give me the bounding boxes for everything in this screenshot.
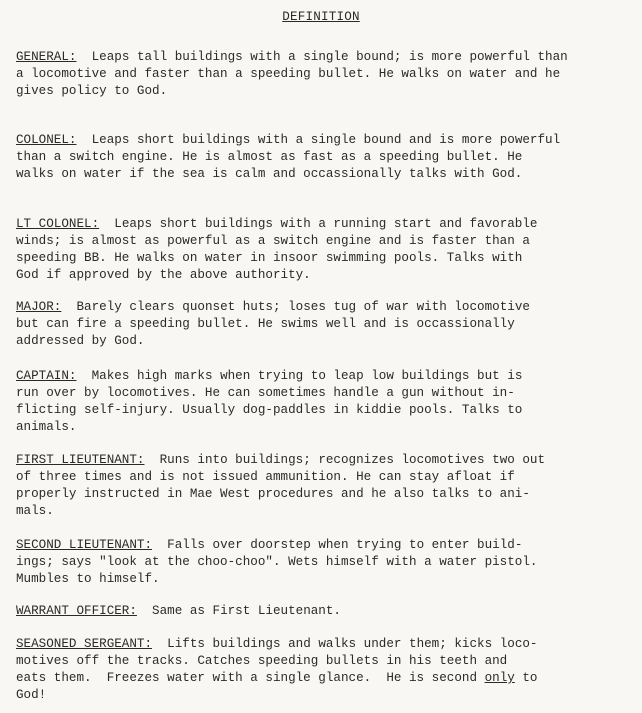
- definition-line: mals.: [16, 504, 54, 518]
- definition-general: [16, 49, 634, 100]
- definition-major: [16, 299, 634, 350]
- definition-term: COLONEL:: [16, 133, 77, 147]
- definition-line: a locomotive and faster than a speeding bullet. He walks on water and he: [16, 67, 561, 81]
- definition-lt-colonel: [16, 216, 634, 284]
- definition-term: GENERAL:: [16, 50, 77, 64]
- definition-colonel: [16, 132, 634, 183]
- definition-line: Mumbles to himself.: [16, 572, 160, 586]
- definition-line: God!: [16, 688, 47, 702]
- definition-text: Barely clears quonset huts; loses tug of war with locomotive: [76, 300, 530, 314]
- definition-text: Leaps short buildings with a single bound and is more powerful: [91, 133, 561, 147]
- definition-text: Runs into buildings; recognizes locomotives two out: [159, 453, 546, 467]
- definition-line: animals.: [16, 420, 77, 434]
- definition-term: SECOND LIEUTENANT:: [16, 538, 153, 552]
- definition-captain: [16, 368, 634, 436]
- definition-line: than a switch engine. He is almost as fast as a speeding bullet. He: [16, 150, 523, 164]
- definition-line: properly instructed in Mae West procedures and he also talks to ani-: [16, 487, 530, 501]
- definition-text: Lifts buildings and walks under them; kicks loco-: [167, 637, 538, 651]
- definition-term: CAPTAIN:: [16, 369, 77, 383]
- definition-first-lieutenant: [16, 452, 634, 520]
- definition-line: [16, 49, 634, 66]
- definition-text: eats them. Freezes water with a single glance. He is second: [16, 671, 485, 685]
- definition-text: to: [514, 671, 538, 685]
- definition-term: WARRANT OFFICER:: [16, 604, 137, 618]
- definition-line: walks on water if the sea is calm and occassionally talks with God.: [16, 167, 523, 181]
- definition-line: [16, 368, 634, 385]
- definition-line: of three times and is not issued ammunition. He can stay afloat if: [16, 470, 515, 484]
- definition-text: Leaps short buildings with a running start and favorable: [114, 217, 538, 231]
- definition-line: God if approved by the above authority.: [16, 268, 311, 282]
- definition-line: [16, 636, 634, 653]
- definition-line: [16, 537, 634, 554]
- definition-line: addressed by God.: [16, 334, 145, 348]
- definition-line: [16, 132, 634, 149]
- definition-line: [16, 603, 634, 620]
- definition-line: [16, 299, 634, 316]
- definition-term: FIRST LIEUTENANT:: [16, 453, 145, 467]
- definition-line: run over by locomotives. He can sometimes handle a gun without in-: [16, 386, 515, 400]
- definition-second-lieutenant: [16, 537, 634, 588]
- document-title: DEFINITION: [282, 10, 360, 24]
- definition-line: winds; is almost as powerful as a switch engine and is faster than a: [16, 234, 530, 248]
- definition-text: Makes high marks when trying to leap low buildings but is: [91, 369, 523, 383]
- definition-term: LT COLONEL:: [16, 217, 100, 231]
- definition-text: Same as First Lieutenant.: [152, 604, 341, 618]
- definition-line: [16, 216, 634, 233]
- emphasis-text: only: [484, 671, 515, 685]
- definition-seasoned-sergeant: [16, 636, 634, 704]
- definition-term: SEASONED SERGEANT:: [16, 637, 153, 651]
- definition-text: Leaps tall buildings with a single bound; is more powerful than: [91, 50, 568, 64]
- definition-line: [16, 452, 634, 469]
- definition-line: [16, 670, 634, 687]
- definition-text: Falls over doorstep when trying to enter build-: [167, 538, 523, 552]
- definition-warrant-officer: [16, 603, 634, 620]
- definition-line: flicting self-injury. Usually dog-paddles in kiddie pools. Talks to: [16, 403, 523, 417]
- definition-line: speeding BB. He walks on water in insoor swimming pools. Talks with: [16, 251, 523, 265]
- definition-term: MAJOR:: [16, 300, 62, 314]
- definition-line: motives off the tracks. Catches speeding bullets in his teeth and: [16, 654, 508, 668]
- definition-line: gives policy to God.: [16, 84, 168, 98]
- definition-line: but can fire a speeding bullet. He swims well and is occassionally: [16, 317, 515, 331]
- definition-line: ings; says "look at the choo-choo". Wets himself with a water pistol.: [16, 555, 538, 569]
